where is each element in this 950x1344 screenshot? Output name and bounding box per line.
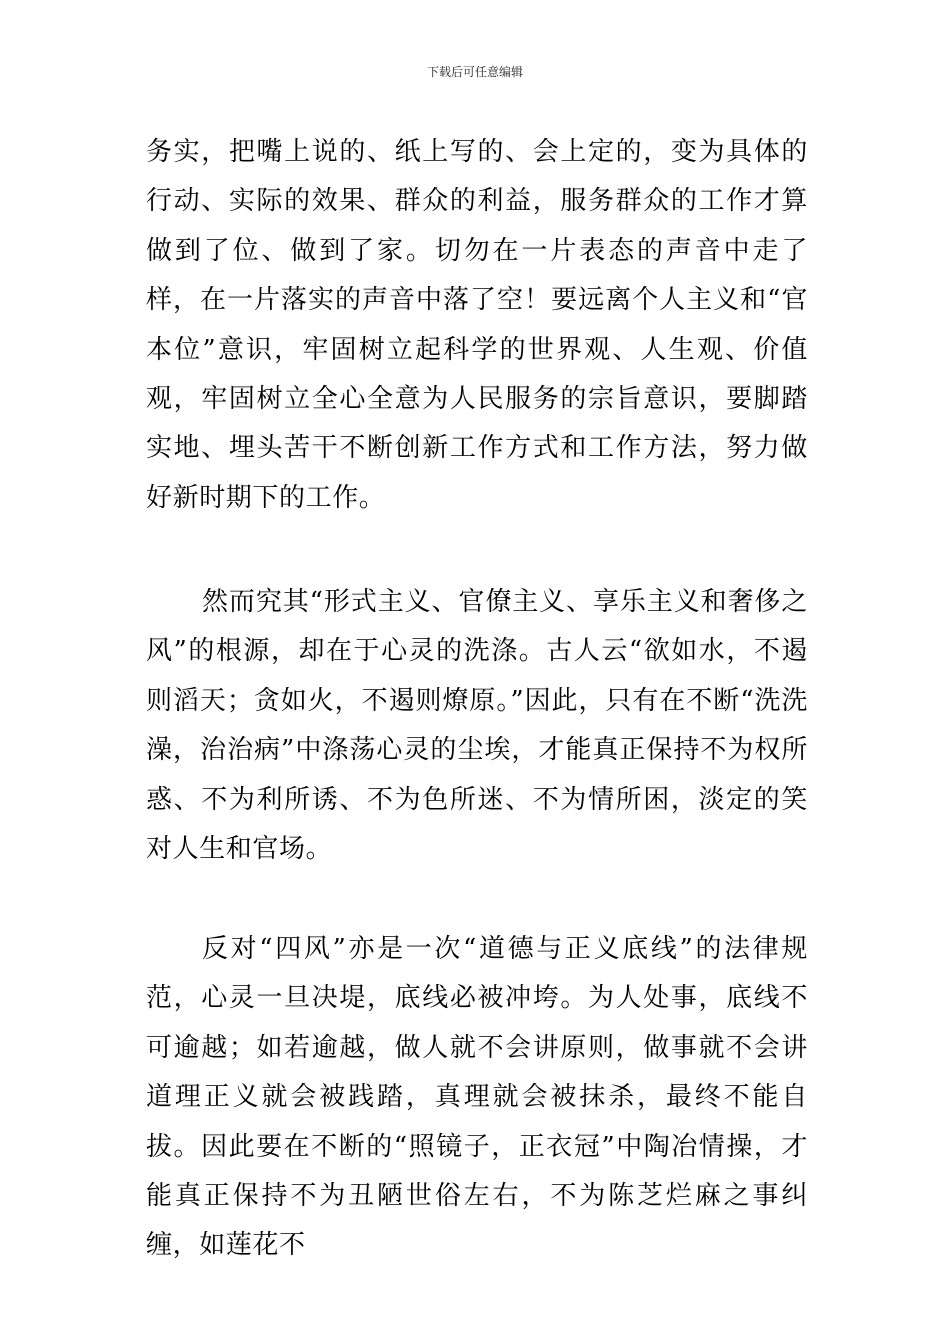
- body-paragraph-2: 然而究其“形式主义、官僚主义、享乐主义和奢侈之风”的根源，却在于心灵的洗涤。古人云“欲如水，不遏则滔天；贪如火，不遏则燎原。”因此，只有在不断“洗洗澡，治治病”中涤荡心灵的尘埃，才能真正保持不为权所惑、不为利所诱、不为色所迷、不为情所困，淡定的笑对人生和官场。: [146, 587, 808, 865]
- page-header-note: 下载后可任意编辑: [426, 65, 523, 79]
- body-paragraph-3: 反对“四风”亦是一次“道德与正义底线”的法律规范，心灵一旦决堤，底线必被冲垮。为人处事，底线不可逾越；如若逾越，做人就不会讲原则，做事就不会讲道理正义就会被践踏，真理就会被抹杀，最终不能自拔。因此要在不断的“照镜子，正衣冠”中陶冶情操，才能真正保持不为丑陋世俗左右，不为陈芝烂麻之事纠缠，如莲花不: [146, 934, 808, 1261]
- body-paragraph-1: 务实，把嘴上说的、纸上写的、会上定的，变为具体的行动、实际的效果、群众的利益，服务群众的工作才算做到了位、做到了家。切勿在一片表态的声音中走了样，在一片落实的声音中落了空！要远离个人主义和“官本位”意识，牢固树立起科学的世界观、人生观、价值观，牢固树立全心全意为人民服务的宗旨意识，要脚踏实地、埋头苦干不断创新工作方式和工作方法，努力做好新时期下的工作。: [146, 137, 808, 513]
